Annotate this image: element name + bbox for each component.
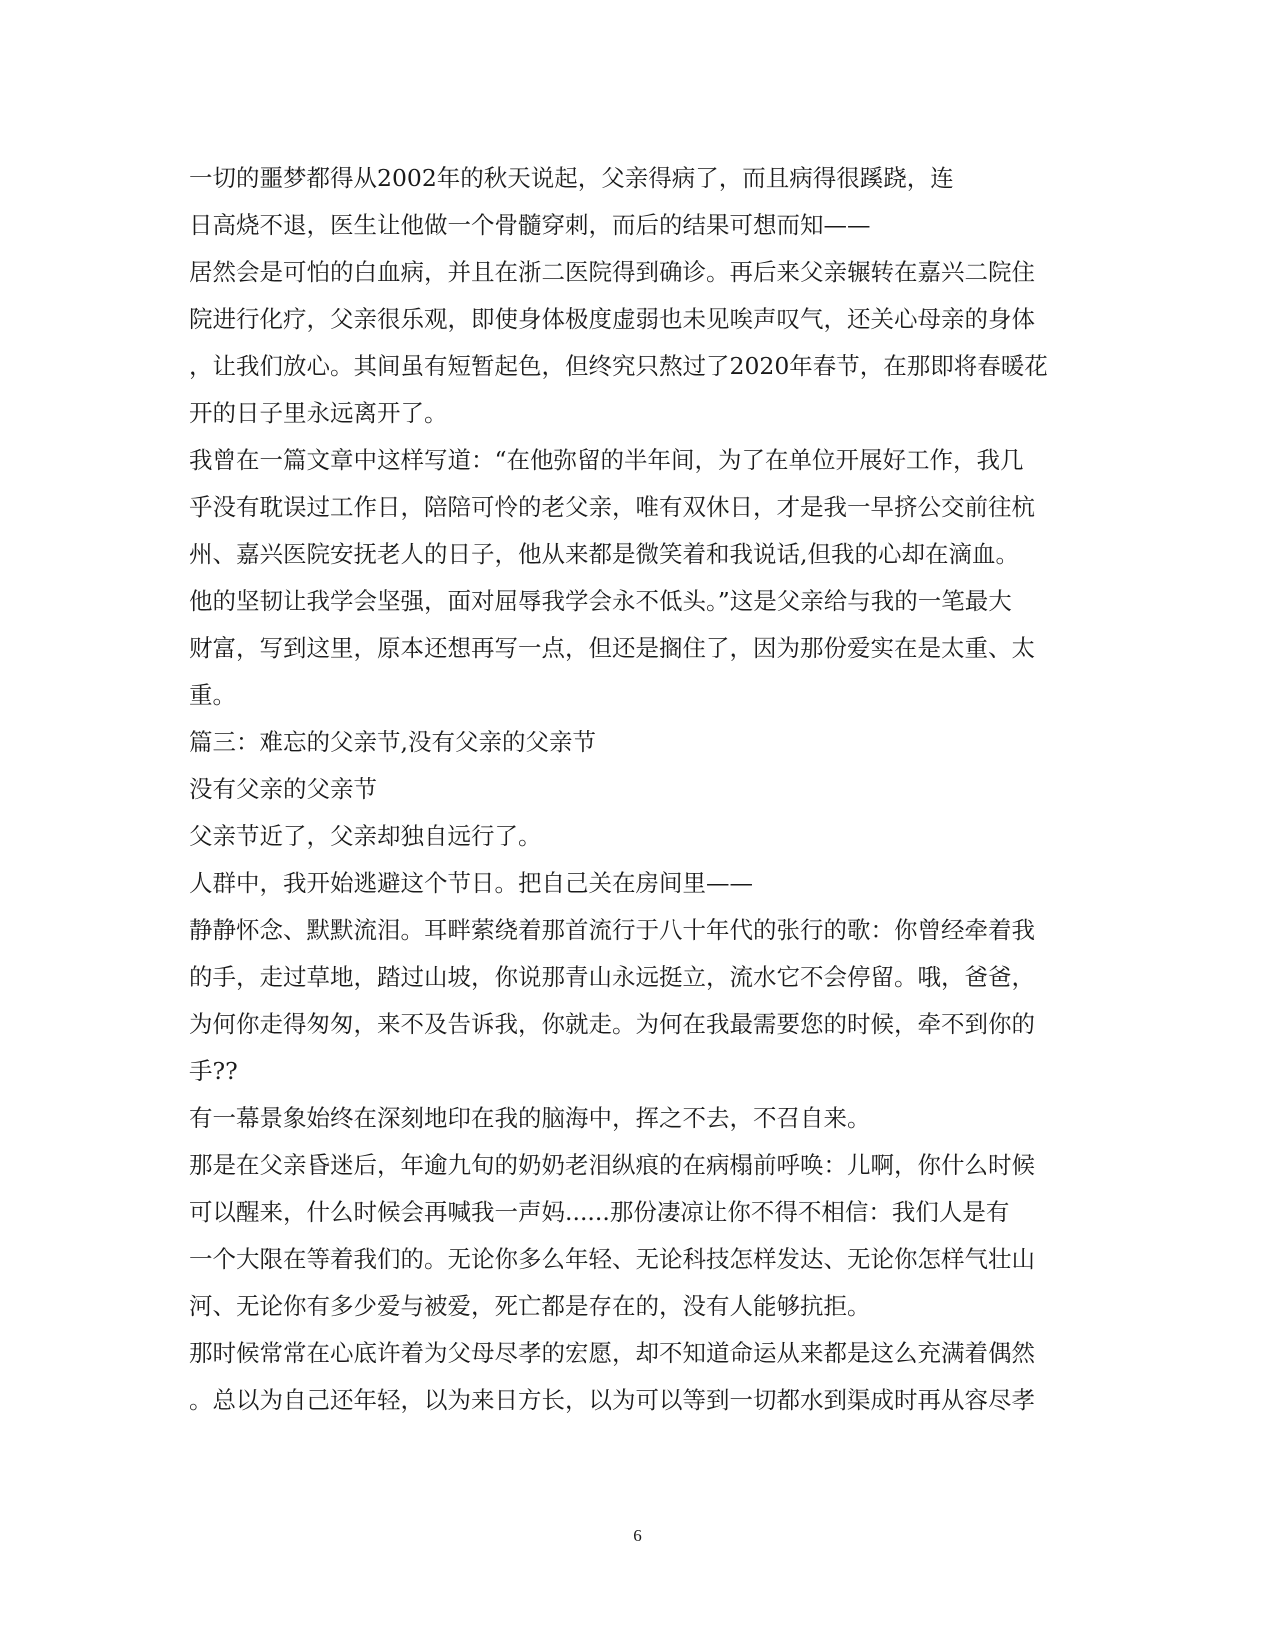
article-title: 没有父亲的父亲节: [189, 775, 377, 803]
text-line: 居然会是可怕的白血病，并且在浙二医院得到确诊。再后来父亲辗转在嘉兴二院住: [189, 258, 1035, 286]
text-line: 那时候常常在心底许着为父母尽孝的宏愿，却不知道命运从来都是这么充满着偶然: [189, 1339, 1035, 1367]
text-line: 开的日子里永远离开了。: [189, 399, 448, 427]
text-line: 手??: [189, 1057, 238, 1085]
text-line: 重。: [189, 681, 236, 709]
text-line: 的手，走过草地，踏过山坡，你说那青山永远挺立，流水它不会停留。哦，爸爸，: [189, 963, 1035, 991]
text-line: 一个大限在等着我们的。无论你多么年轻、无论科技怎样发达、无论你怎样气壮山: [189, 1245, 1035, 1273]
text-line: 财富，写到这里，原本还想再写一点，但还是搁住了，因为那份爱实在是太重、太: [189, 634, 1035, 662]
text-line: 州、嘉兴医院安抚老人的日子，他从来都是微笑着和我说话,但我的心却在滴血。: [189, 540, 1019, 568]
body-text: [189, 155, 1089, 1424]
page-number: 6: [633, 1526, 642, 1545]
text-line: 那是在父亲昏迷后，年逾九旬的奶奶老泪纵痕的在病榻前呼唤：儿啊，你什么时候: [189, 1151, 1035, 1179]
text-line: 院进行化疗，父亲很乐观，即使身体极度虚弱也未见唉声叹气，还关心母亲的身体: [189, 305, 1035, 333]
text-line: 河、无论你有多少爱与被爱，死亡都是存在的，没有人能够抗拒。: [189, 1292, 871, 1320]
text-line: ，让我们放心。其间虽有短暂起色，但终究只熬过了2020年春节，在那即将春暖花: [189, 352, 1048, 380]
text-line: 可以醒来，什么时候会再喊我一声妈......那份凄凉让你不得不相信：我们人是有: [189, 1198, 1010, 1226]
text-line: 父亲节近了，父亲却独自远行了。: [189, 822, 542, 850]
text-line: 日高烧不退，医生让他做一个骨髓穿刺，而后的结果可想而知——: [189, 211, 871, 239]
text-line: 静静怀念、默默流泪。耳畔萦绕着那首流行于八十年代的张行的歌：你曾经牵着我: [189, 916, 1035, 944]
text-line: 他的坚韧让我学会坚强，面对屈辱我学会永不低头。”这是父亲给与我的一笔最大: [189, 587, 1012, 615]
text-line: 人群中，我开始逃避这个节日。把自己关在房间里——: [189, 869, 753, 897]
text-line: 。总以为自己还年轻，以为来日方长，以为可以等到一切都水到渠成时再从容尽孝: [189, 1386, 1035, 1414]
text-line: 为何你走得匆匆，来不及告诉我，你就走。为何在我最需要您的时候，牵不到你的: [189, 1010, 1035, 1038]
text-line: 我曾在一篇文章中这样写道：“在他弥留的半年间，为了在单位开展好工作，我几: [189, 446, 1024, 474]
text-line: 乎没有耽误过工作日，陪陪可怜的老父亲，唯有双休日，才是我一早挤公交前往杭: [189, 493, 1035, 521]
section-heading: 篇三：难忘的父亲节,没有父亲的父亲节: [189, 728, 596, 756]
text-line: 有一幕景象始终在深刻地印在我的脑海中，挥之不去，不召自来。: [189, 1104, 871, 1132]
text-line: 一切的噩梦都得从2002年的秋天说起，父亲得病了，而且病得很蹊跷，连: [189, 164, 954, 192]
